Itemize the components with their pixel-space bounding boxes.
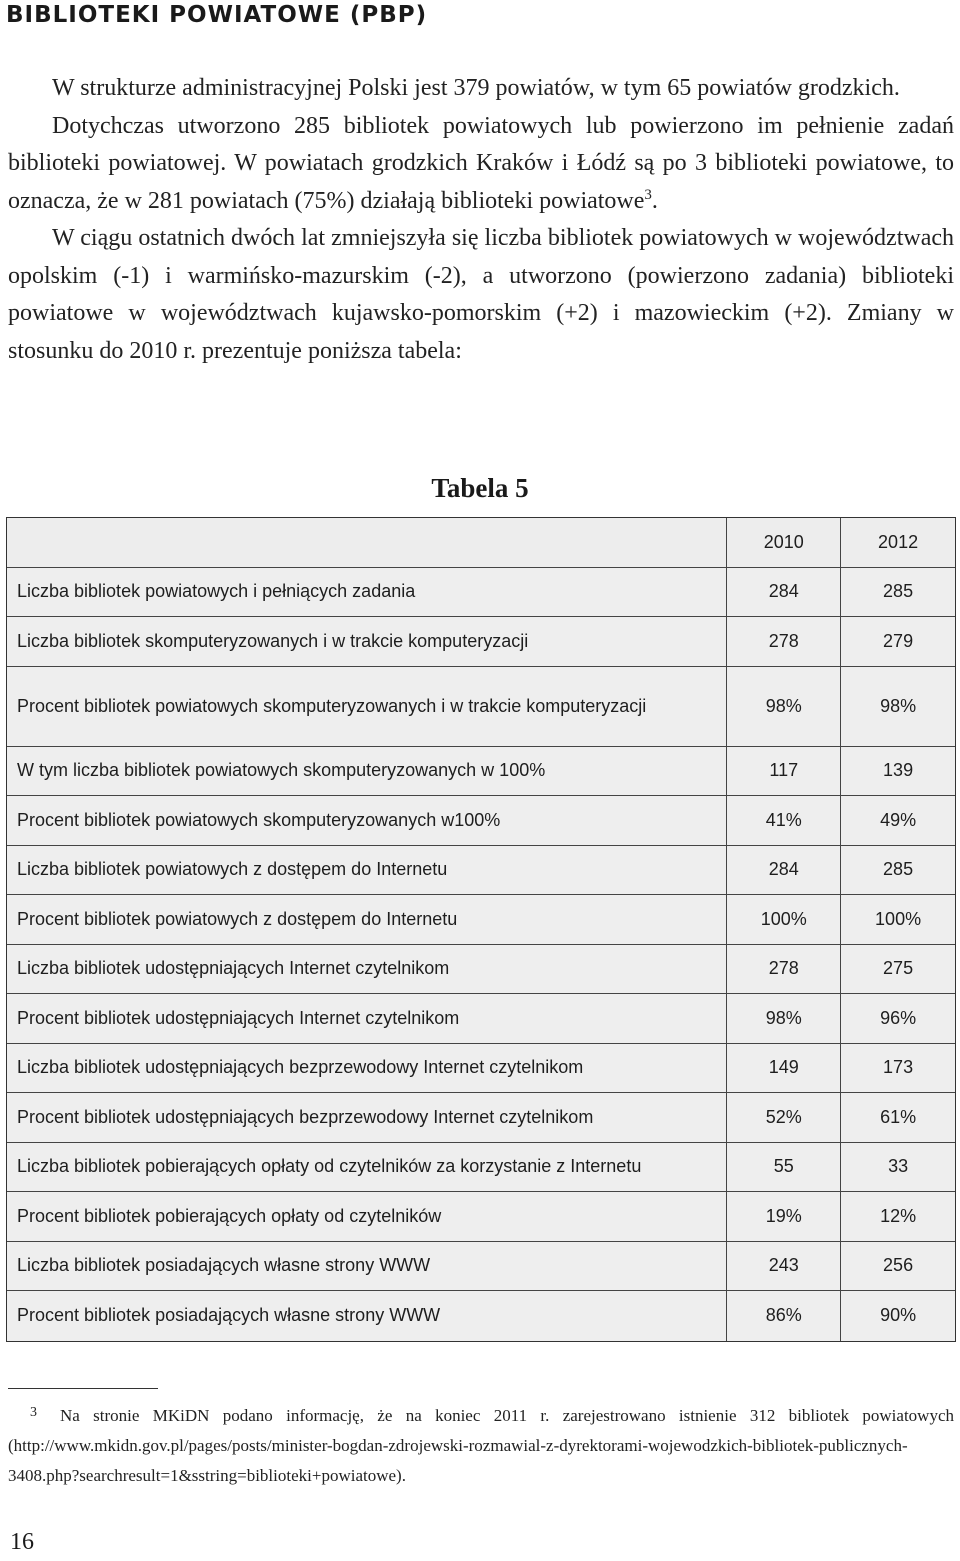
value-2012: 173 bbox=[841, 1044, 955, 1094]
footnote-marker: 3 bbox=[30, 1405, 37, 1420]
value-2012: 33 bbox=[841, 1143, 955, 1193]
table-header-row bbox=[7, 518, 955, 568]
table-row bbox=[7, 747, 955, 797]
value-2012: 279 bbox=[841, 617, 955, 667]
row-label: Procent bibliotek powiatowych z dostępem do Internetu bbox=[7, 895, 727, 945]
value-2010: 284 bbox=[727, 846, 841, 896]
table-row bbox=[7, 1044, 955, 1094]
header-year-2010: 2010 bbox=[727, 518, 841, 568]
row-label: Procent bibliotek powiatowych skomputeryzowanych i w trakcie komputeryzacji bbox=[7, 667, 727, 747]
table-caption: Tabela 5 bbox=[431, 473, 529, 503]
value-2010: 98% bbox=[727, 667, 841, 747]
value-2012: 275 bbox=[841, 945, 955, 995]
value-2012: 90% bbox=[841, 1291, 955, 1341]
footnote-ref[interactable]: 3 bbox=[644, 186, 652, 203]
value-2010: 278 bbox=[727, 945, 841, 995]
value-2010: 243 bbox=[727, 1242, 841, 1292]
footnote-divider bbox=[8, 1388, 158, 1389]
paragraph-1: W strukturze administracyjnej Polski jest 379 powiatów, w tym 65 powiatów grodzkich. bbox=[52, 75, 900, 101]
value-2010: 149 bbox=[727, 1044, 841, 1094]
row-label: Liczba bibliotek powiatowych i pełniących zadania bbox=[7, 568, 727, 618]
data-table bbox=[6, 517, 956, 1342]
paragraph-2-end: . bbox=[651, 187, 658, 214]
table-row bbox=[7, 667, 955, 747]
row-label: Procent bibliotek powiatowych skomputeryzowanych w100% bbox=[7, 796, 727, 846]
table-row bbox=[7, 895, 955, 945]
value-2010: 86% bbox=[727, 1291, 841, 1341]
table-body bbox=[7, 568, 955, 1341]
table-row bbox=[7, 1242, 955, 1292]
footnote-text: Na stronie MKiDN podano informację, że na koniec 2011 r. zarejestrowano istnienie 312 bibliotek powiatowych (http://www.mkidn.gov.pl/pages/posts/minister-bogdan-zdrojewski-rozmawial-z-dyrektorami-wojewodzkich-bibliotek-publicznych-3408.php?searchresult=1&sstring=biblioteki+powiatowe). bbox=[8, 1406, 954, 1485]
value-2010: 284 bbox=[727, 568, 841, 618]
row-label: Liczba bibliotek powiatowych z dostępem do Internetu bbox=[7, 846, 727, 896]
footnote bbox=[8, 1401, 954, 1491]
value-2012: 12% bbox=[841, 1192, 955, 1242]
table-row bbox=[7, 1192, 955, 1242]
table-row bbox=[7, 568, 955, 618]
row-label: Liczba bibliotek skomputeryzowanych i w trakcie komputeryzacji bbox=[7, 617, 727, 667]
row-label: Procent bibliotek pobierających opłaty od czytelników bbox=[7, 1192, 727, 1242]
row-label: Liczba bibliotek udostępniających bezprzewodowy Internet czytelnikom bbox=[7, 1044, 727, 1094]
body-text bbox=[8, 70, 954, 370]
paragraph-2-text: Dotychczas utworzono 285 bibliotek powiatowych lub powierzono im pełnienie zadań biblioteki powiatowej. W powiatach grodzkich Kraków i Łódź są po 3 biblioteki powiatowe, to oznacza, że w 281 powiatach (75%) działają biblioteki powiatowe bbox=[8, 112, 954, 214]
table-row bbox=[7, 796, 955, 846]
table-row bbox=[7, 994, 955, 1044]
row-label: Liczba bibliotek udostępniających Internet czytelnikom bbox=[7, 945, 727, 995]
row-label: Procent bibliotek udostępniających bezprzewodowy Internet czytelnikom bbox=[7, 1093, 727, 1143]
value-2010: 41% bbox=[727, 796, 841, 846]
value-2012: 100% bbox=[841, 895, 955, 945]
value-2010: 117 bbox=[727, 747, 841, 797]
table-row bbox=[7, 945, 955, 995]
paragraph-3: W ciągu ostatnich dwóch lat zmniejszyła się liczba bibliotek powiatowych w województwach opolskim (-1) i warmińsko-mazurskim (-2), a utworzono (powierzono zadania) biblioteki powiatowe w województwach kujawsko-pomorskim (+2) i mazowieckim (+2). Zmiany w stosunku do 2010 r. prezentuje poniższa tabela: bbox=[8, 225, 954, 364]
value-2012: 285 bbox=[841, 846, 955, 896]
row-label: W tym liczba bibliotek powiatowych skomputeryzowanych w 100% bbox=[7, 747, 727, 797]
value-2010: 278 bbox=[727, 617, 841, 667]
row-label: Liczba bibliotek pobierających opłaty od czytelników za korzystanie z Internetu bbox=[7, 1143, 727, 1193]
value-2010: 19% bbox=[727, 1192, 841, 1242]
value-2012: 49% bbox=[841, 796, 955, 846]
section-title: BIBLIOTEKI POWIATOWE (PBP) bbox=[6, 2, 428, 28]
value-2012: 256 bbox=[841, 1242, 955, 1292]
value-2012: 139 bbox=[841, 747, 955, 797]
value-2010: 98% bbox=[727, 994, 841, 1044]
row-label: Procent bibliotek posiadających własne strony WWW bbox=[7, 1291, 727, 1341]
value-2010: 100% bbox=[727, 895, 841, 945]
value-2012: 96% bbox=[841, 994, 955, 1044]
table-row bbox=[7, 1143, 955, 1193]
table-row bbox=[7, 1093, 955, 1143]
page-number: 16 bbox=[10, 1529, 34, 1555]
value-2010: 52% bbox=[727, 1093, 841, 1143]
table-row bbox=[7, 846, 955, 896]
paragraph-2 bbox=[8, 108, 954, 221]
row-label: Procent bibliotek udostępniających Internet czytelnikom bbox=[7, 994, 727, 1044]
table-row bbox=[7, 1291, 955, 1341]
header-label bbox=[7, 518, 727, 568]
value-2012: 98% bbox=[841, 667, 955, 747]
value-2012: 285 bbox=[841, 568, 955, 618]
table-row bbox=[7, 617, 955, 667]
header-year-2012: 2012 bbox=[841, 518, 955, 568]
value-2010: 55 bbox=[727, 1143, 841, 1193]
row-label: Liczba bibliotek posiadających własne strony WWW bbox=[7, 1242, 727, 1292]
value-2012: 61% bbox=[841, 1093, 955, 1143]
